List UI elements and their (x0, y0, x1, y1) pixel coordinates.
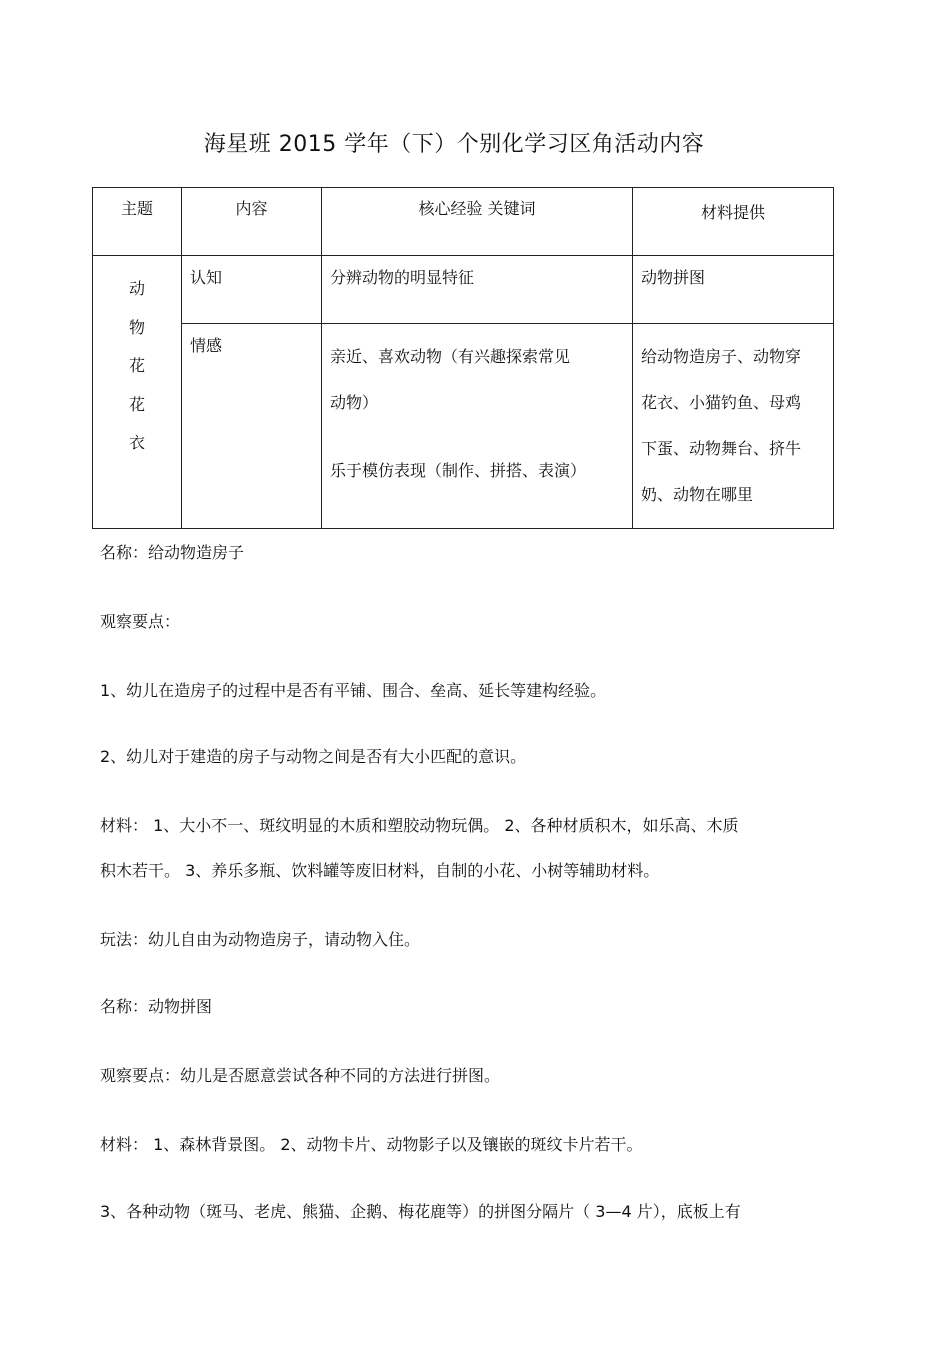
core-line: 分辨动物的明显特征 (330, 268, 475, 287)
content-label: 情感 (190, 336, 223, 355)
materials-line: 下蛋、动物舞台、挤牛 (641, 439, 802, 458)
theme-char: 动 (128, 279, 145, 298)
observation-point: 2、幼儿对于建造的房子与动物之间是否有大小匹配的意识。 (100, 747, 527, 766)
materials-paragraph: 3、各种动物（斑马、老虎、熊猫、企鹅、梅花鹿等）的拼图分隔片（ 3—4 片），底板上有 (100, 1202, 741, 1221)
core-cell (322, 324, 633, 529)
theme-char: 衣 (128, 433, 145, 452)
materials-paragraph: 材料： 1、大小不一、斑纹明显的木质和塑胶动物玩偶。 2、各种材质积木，如乐高、木质 (100, 816, 739, 835)
materials-paragraph: 材料： 1、森林背景图。 2、动物卡片、动物影子以及镶嵌的斑纹卡片若干。 (100, 1135, 643, 1154)
theme-vertical-text (93, 256, 181, 463)
theme-char: 花 (128, 394, 145, 414)
content-cell (182, 324, 322, 529)
table-row (93, 256, 834, 324)
materials-line: 给动物造房子、动物穿 (641, 347, 802, 366)
theme-char: 花 (128, 356, 145, 375)
core-line: 乐于模仿表现（制作、拼搭、表演） (330, 461, 587, 480)
core-line: 动物） (330, 393, 379, 412)
materials-line: 花衣、小猫钓鱼、母鸡 (641, 393, 802, 412)
table-row (93, 324, 834, 529)
materials-cell (633, 324, 834, 529)
header-core-experience: 核心经验 关键词 (418, 199, 536, 218)
activity-name: 名称：给动物造房子 (100, 543, 245, 562)
core-cell (322, 256, 633, 324)
page-title: 海星班 2015 学年（下）个别化学习区角活动内容 (203, 132, 705, 157)
header-materials: 材料提供 (700, 203, 765, 222)
header-cell-core (322, 188, 633, 256)
theme-char: 物 (128, 317, 145, 337)
content-cell (182, 256, 322, 324)
play-method: 玩法：幼儿自由为动物造房子，请动物入住。 (100, 930, 421, 949)
materials-paragraph: 积木若干。 3、养乐多瓶、饮料罐等废旧材料，自制的小花、小树等辅助材料。 (100, 861, 660, 880)
header-content: 内容 (235, 199, 268, 218)
header-cell-content (182, 188, 322, 256)
line-spacer (330, 426, 624, 448)
activity-name: 名称：动物拼图 (100, 997, 213, 1016)
observation-heading: 观察要点： (100, 612, 181, 631)
header-theme: 主题 (120, 199, 153, 218)
theme-cell (93, 256, 182, 529)
table-header-row (93, 188, 834, 256)
materials-lines (633, 324, 833, 518)
core-lines (322, 324, 632, 494)
header-cell-materials (633, 188, 834, 256)
activity-table (92, 187, 834, 529)
header-cell-theme (93, 188, 182, 256)
materials-cell (633, 256, 834, 324)
content-label: 认知 (190, 268, 223, 287)
materials-line: 动物拼图 (641, 268, 706, 287)
materials-line: 奶、动物在哪里 (641, 485, 754, 504)
observation-point: 观察要点：幼儿是否愿意尝试各种不同的方法进行拼图。 (100, 1066, 501, 1085)
core-line: 亲近、喜欢动物（有兴趣探索常见 (330, 347, 571, 366)
observation-point: 1、幼儿在造房子的过程中是否有平铺、围合、垒高、延长等建构经验。 (100, 681, 607, 700)
